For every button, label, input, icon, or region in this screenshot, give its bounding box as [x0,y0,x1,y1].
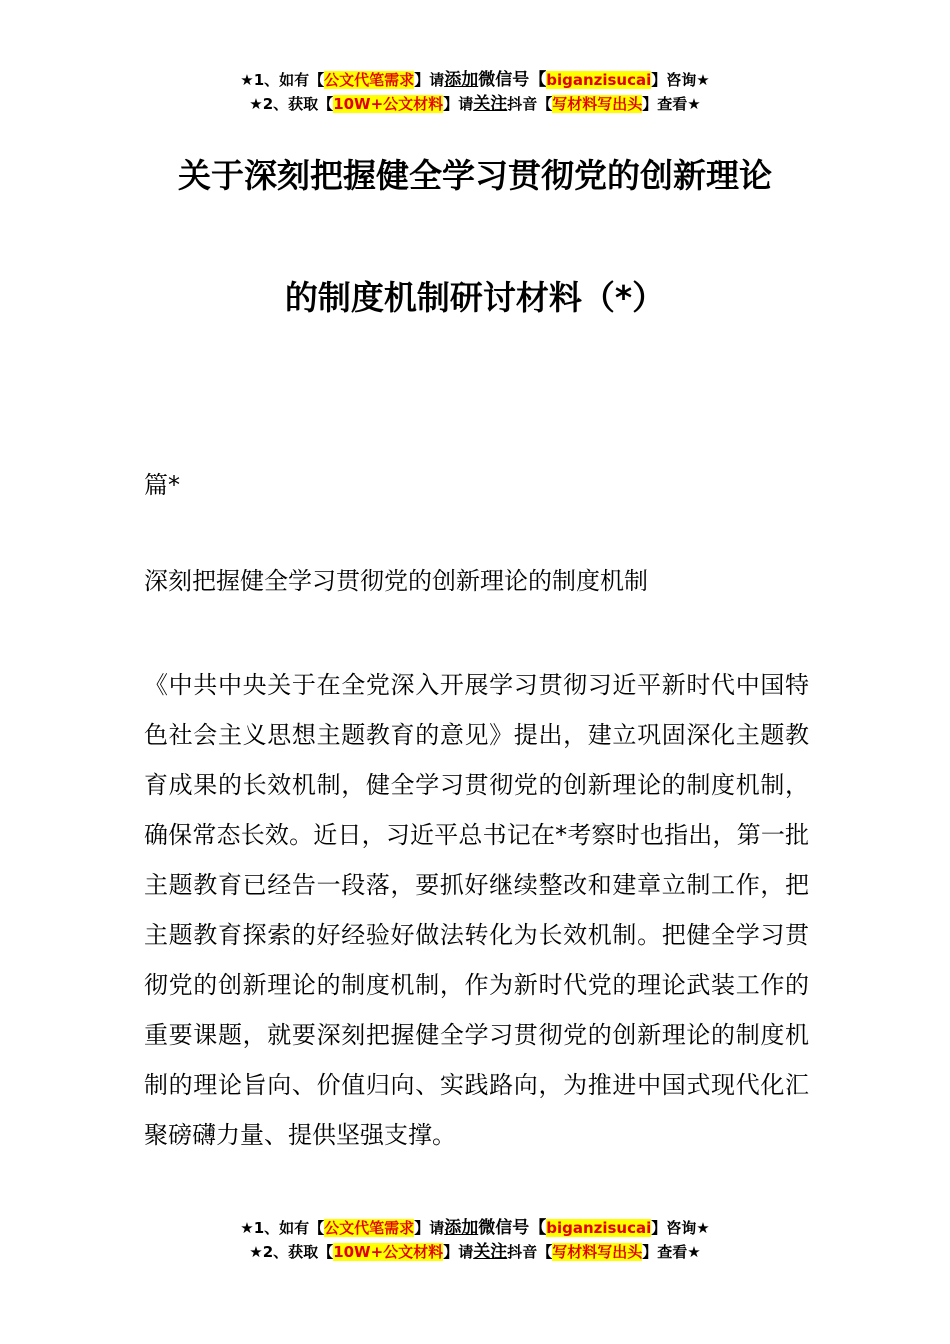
promo-header [0,68,950,116]
promo-line-1-middle: 】请 [414,71,445,89]
promo-footer-line-1-underlined: 添加 [444,1218,479,1238]
promo-line-2-after: 抖音【 [507,95,553,113]
promo-line-1-after: 微信号【 [478,70,547,90]
promo-line-2-suffix: 】查看★ [642,95,701,113]
promo-line-1-highlight-wechat-id: biganzisucai [546,71,652,89]
promo-line-2 [0,92,950,116]
promo-footer-line-2-after: 抖音【 [507,1243,553,1261]
promo-line-1-underlined: 添加 [444,70,479,90]
promo-line-1-suffix: 】咨询★ [651,71,710,89]
promo-line-2-prefix: ★2、获取【 [249,95,334,113]
promo-footer-line-2-middle: 】请 [443,1243,474,1261]
chapter-label: 篇* [144,471,180,499]
promo-line-1-prefix: ★1、如有【 [240,71,325,89]
promo-line-1 [0,68,950,92]
promo-line-2-highlight-materials: 10W+公文材料 [333,95,444,113]
promo-footer-line-1-after: 微信号【 [478,1218,547,1238]
promo-footer [0,1216,950,1264]
section-heading: 深刻把握健全学习贯彻党的创新理论的制度机制 [144,567,648,595]
promo-line-2-middle: 】请 [443,95,474,113]
promo-footer-line-2-suffix: 】查看★ [642,1243,701,1261]
promo-footer-line-2-highlight-materials: 10W+公文材料 [333,1243,444,1261]
promo-line-2-highlight-douyin: 写材料写出头 [552,95,643,113]
promo-line-2-underlined: 关注 [473,94,508,114]
promo-line-1-highlight-service: 公文代笔需求 [324,71,415,89]
body-paragraph: 《中共中央关于在全党深入开展学习贯彻习近平新时代中国特色社会主义思想主题教育的意见》提出，建立巩固深化主题教育成果的长效机制，健全学习贯彻党的创新理论的制度机制，确保常态长效。近日，习近平总书记在*考察时也指出，第一批主题教育已经告一段落，要抓好继续整改和建章立制工作，把主题教育探索的好经验好做法转化为长效机制。把健全学习贯彻党的创新理论的制度机制，作为新时代党的理论武装工作的重要课题，就要深刻把握健全学习贯彻党的创新理论的制度机制的理论旨向、价值归向、实践路向，为推进中国式现代化汇聚磅礴力量、提供坚强支撑。 [144,671,809,1149]
promo-footer-line-2-prefix: ★2、获取【 [249,1243,334,1261]
promo-footer-line-1 [0,1216,950,1240]
promo-footer-line-1-highlight-wechat-id: biganzisucai [546,1219,652,1237]
promo-footer-line-1-prefix: ★1、如有【 [240,1219,325,1237]
document-title-line-2: 的制度机制研讨材料（*） [284,278,666,317]
promo-footer-line-1-middle: 】请 [414,1219,445,1237]
promo-footer-line-1-suffix: 】咨询★ [651,1219,710,1237]
promo-footer-line-1-highlight-service: 公文代笔需求 [324,1219,415,1237]
promo-footer-line-2-underlined: 关注 [473,1242,508,1262]
promo-footer-line-2 [0,1240,950,1264]
document-title-line-1: 关于深刻把握健全学习贯彻党的创新理论 [178,156,772,195]
promo-footer-line-2-highlight-douyin: 写材料写出头 [552,1243,643,1261]
